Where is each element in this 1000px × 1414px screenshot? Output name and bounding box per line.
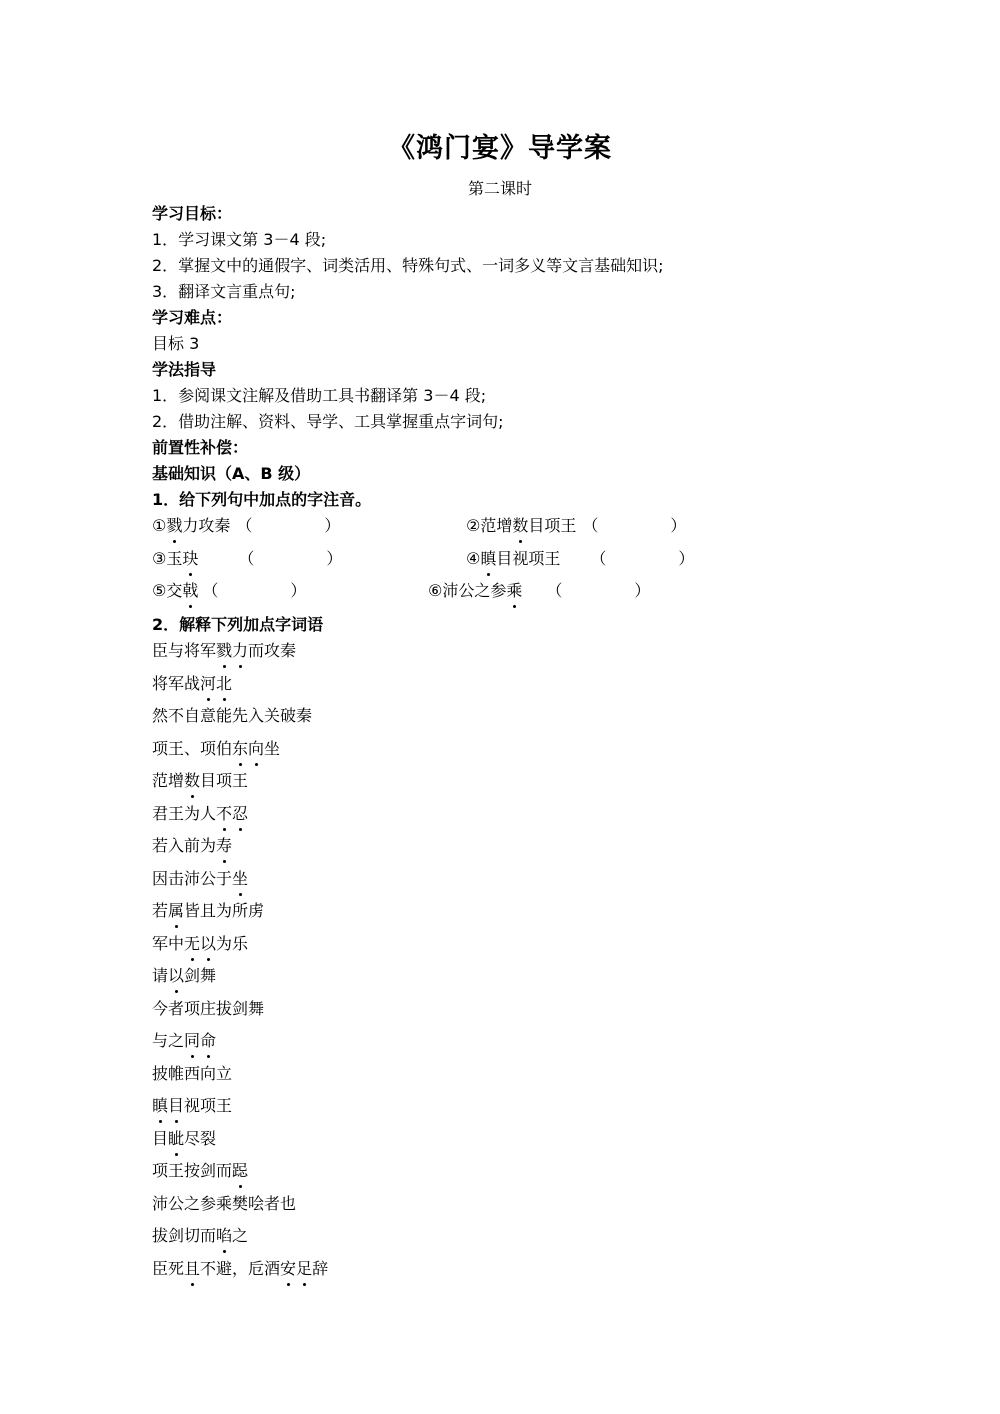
dotted-char: 目 (168, 1096, 185, 1115)
q1-item-dotted-char: 乘 (506, 581, 523, 600)
q1-item (152, 515, 340, 537)
q2-item-text: 若 (152, 901, 169, 920)
q2-item-text: 臣死 (152, 1259, 185, 1278)
q1-item-text: 力攻秦 (182, 516, 231, 535)
q2-item-text: 目项王 (200, 771, 249, 790)
goals-heading: 学习目标： (152, 204, 233, 223)
dotted-char: 不 (216, 804, 233, 823)
q2-item (152, 1225, 248, 1247)
q2-item-text: 请 (152, 966, 169, 985)
difficulty-text: 目标 3 (152, 334, 200, 353)
q2-item-dotted-word (184, 934, 216, 953)
q2-item-dotted-word (216, 804, 248, 823)
q2-item (152, 673, 232, 695)
q2-item-text: 臣与将军 (152, 641, 217, 660)
q1-item-number: ④ (466, 549, 481, 568)
q2-item (152, 770, 248, 792)
q2-item-text: 然不自意能先入关破秦 (152, 706, 313, 725)
q1-item (466, 548, 694, 570)
q1-answer-paren-open: （ (236, 516, 253, 535)
q2-item (152, 738, 280, 760)
q2-item (152, 1258, 328, 1280)
q1-answer-paren-close: ） (670, 516, 687, 535)
q1-item-dotted-char: 戟 (182, 581, 199, 600)
q1-item-dotted-char: 数 (512, 516, 529, 535)
q2-item-text: 与之 (152, 1031, 185, 1050)
method-item-1: 1．参阅课文注解及借助工具书翻译第 3－4 段; (152, 386, 487, 405)
q2-item-dotted-word (184, 1031, 216, 1050)
preview-heading: 前置性补偿： (152, 438, 249, 457)
page-title: 《鸿门宴》导学案 (388, 133, 612, 164)
q2-item (152, 835, 232, 857)
q2-item (152, 868, 248, 890)
q2-item-text: 今者项庄拔剑舞 (152, 999, 265, 1018)
dotted-char: 瞋 (152, 1096, 169, 1115)
q1-answer-paren-open: （ (202, 581, 219, 600)
q1-item-text: 玉 (166, 549, 183, 568)
q1-answer-paren-open: （ (238, 549, 255, 568)
q2-item-dotted-word (168, 966, 184, 985)
dotted-char: 以 (200, 934, 217, 953)
q1-answer-paren-close: ） (326, 549, 343, 568)
q2-item-dotted-word (216, 1226, 232, 1245)
dotted-char: 属 (168, 901, 185, 920)
q2-item-text: 将军战 (152, 674, 201, 693)
q1-item-dotted-char: 戮 (166, 516, 183, 535)
q2-item-text: 皆且为所虏 (184, 901, 265, 920)
dotted-char: 啗 (216, 1226, 233, 1245)
method-heading: 学法指导 (152, 360, 217, 379)
q2-item (152, 1128, 216, 1150)
dotted-char: 忍 (232, 804, 249, 823)
q2-item-text: 拔剑切而 (152, 1226, 217, 1245)
q1-item-number: ⑤ (152, 581, 167, 600)
q1-item-number: ⑥ (428, 581, 443, 600)
q2-item (152, 1095, 232, 1117)
q2-item (152, 933, 248, 955)
q1-item-dotted-char: 玦 (182, 549, 199, 568)
dotted-char: 安 (280, 1259, 297, 1278)
q1-item-number: ② (466, 516, 481, 535)
q1-item-text: 目视项王 (496, 549, 561, 568)
q2-item-dotted-word (168, 1129, 184, 1148)
q2-item-text: 视项王 (184, 1096, 233, 1115)
q2-item-text: 剑舞 (184, 966, 217, 985)
goal-item-2: 2．掌握文中的通假字、词类活用、特殊句式、一词多义等文言基础知识; (152, 256, 664, 275)
q2-item-text: 为乐 (216, 934, 249, 953)
q2-item-dotted-word (216, 641, 248, 660)
dotted-char: 寿 (216, 836, 233, 855)
q2-item (152, 705, 312, 727)
q1-item-number: ① (152, 516, 167, 535)
method-item-2: 2．借助注解、资料、导学、工具掌握重点字词句; (152, 412, 504, 431)
q1-item-number: ③ (152, 549, 167, 568)
page-subtitle: 第二课时 (467, 179, 532, 198)
q1-item (152, 548, 342, 570)
q1-answer-paren-close: ） (324, 516, 341, 535)
q2-item-dotted-word (200, 674, 232, 693)
difficulty-heading: 学习难点： (152, 308, 233, 327)
q1-item (428, 580, 650, 602)
q2-item-text: 而攻秦 (248, 641, 297, 660)
q2-item (152, 965, 216, 987)
q2-item-text: 军中 (152, 934, 185, 953)
q1-item (152, 580, 306, 602)
q2-item-text: 尽裂 (184, 1129, 217, 1148)
dotted-char: 无 (184, 934, 201, 953)
dotted-char: 河 (200, 674, 217, 693)
q1-answer-paren-close: ） (290, 581, 307, 600)
q2-item-text: 项王、项伯 (152, 739, 233, 758)
q1-answer-paren-open: （ (590, 549, 607, 568)
q2-item (152, 803, 248, 825)
q2-item-dotted-word (232, 739, 264, 758)
q2-item-text: 因击沛公于 (152, 869, 233, 888)
q1-item-text: 范增 (480, 516, 513, 535)
q2-item-text: 之 (232, 1226, 249, 1245)
dotted-char: 同 (184, 1031, 201, 1050)
q1-item-text: 交 (166, 581, 183, 600)
q1-item (466, 515, 686, 537)
goal-item-1: 1．学习课文第 3－4 段; (152, 230, 327, 249)
q1-heading: 1．给下列句中加点的字注音。 (152, 490, 372, 509)
q2-item-text: 君王为人 (152, 804, 217, 823)
dotted-char: 跽 (232, 1161, 249, 1180)
dotted-char: 戮 (216, 641, 233, 660)
q2-item (152, 1063, 232, 1085)
dotted-char: 北 (216, 674, 233, 693)
dotted-char: 向 (248, 739, 265, 758)
dotted-char: 足 (296, 1259, 313, 1278)
dotted-char: 坐 (232, 869, 249, 888)
q2-item (152, 1030, 216, 1052)
dotted-char: 眦 (168, 1129, 185, 1148)
q2-item-text: 披帷西向立 (152, 1064, 233, 1083)
q2-item (152, 1160, 248, 1182)
q2-item-text: 范增 (152, 771, 185, 790)
q1-answer-paren-close: ） (678, 549, 695, 568)
basic-knowledge-heading: 基础知识（A、B 级） (152, 464, 311, 483)
dotted-char: 且 (184, 1259, 201, 1278)
q2-item-dotted-word (184, 1259, 200, 1278)
q2-item-text: 目 (152, 1129, 169, 1148)
q2-item-dotted-word (280, 1259, 312, 1278)
dotted-char: 命 (200, 1031, 217, 1050)
q2-item-dotted-word (184, 771, 200, 790)
q2-item (152, 640, 296, 662)
q2-item-text: 不避，卮酒 (200, 1259, 281, 1278)
q1-answer-paren-open: （ (582, 516, 599, 535)
q2-item-dotted-word (152, 1096, 184, 1115)
q2-item-dotted-word (168, 901, 184, 920)
q2-item-text: 项王按剑而 (152, 1161, 233, 1180)
q2-item-dotted-word (232, 1161, 248, 1180)
q2-item-text: 若入前为 (152, 836, 217, 855)
q1-item-dotted-char: 瞋 (480, 549, 497, 568)
dotted-char: 东 (232, 739, 249, 758)
q2-item (152, 998, 264, 1020)
q1-item-text: 目项王 (528, 516, 577, 535)
q2-item-text: 坐 (264, 739, 281, 758)
q2-item-dotted-word (232, 869, 248, 888)
goal-item-3: 3．翻译文言重点句; (152, 282, 296, 301)
q2-item (152, 900, 264, 922)
q1-item-text: 沛公之参 (442, 581, 507, 600)
q2-item-dotted-word (216, 836, 232, 855)
q2-item-text: 沛公之参乘樊哙者也 (152, 1194, 297, 1213)
q1-answer-paren-close: ） (634, 581, 651, 600)
q2-item-text: 辞 (312, 1259, 329, 1278)
dotted-char: 数 (184, 771, 201, 790)
dotted-char: 力 (232, 641, 249, 660)
q2-heading: 2．解释下列加点字词语 (152, 615, 324, 634)
dotted-char: 以 (168, 966, 185, 985)
q2-item (152, 1193, 296, 1215)
q1-answer-paren-open: （ (546, 581, 563, 600)
